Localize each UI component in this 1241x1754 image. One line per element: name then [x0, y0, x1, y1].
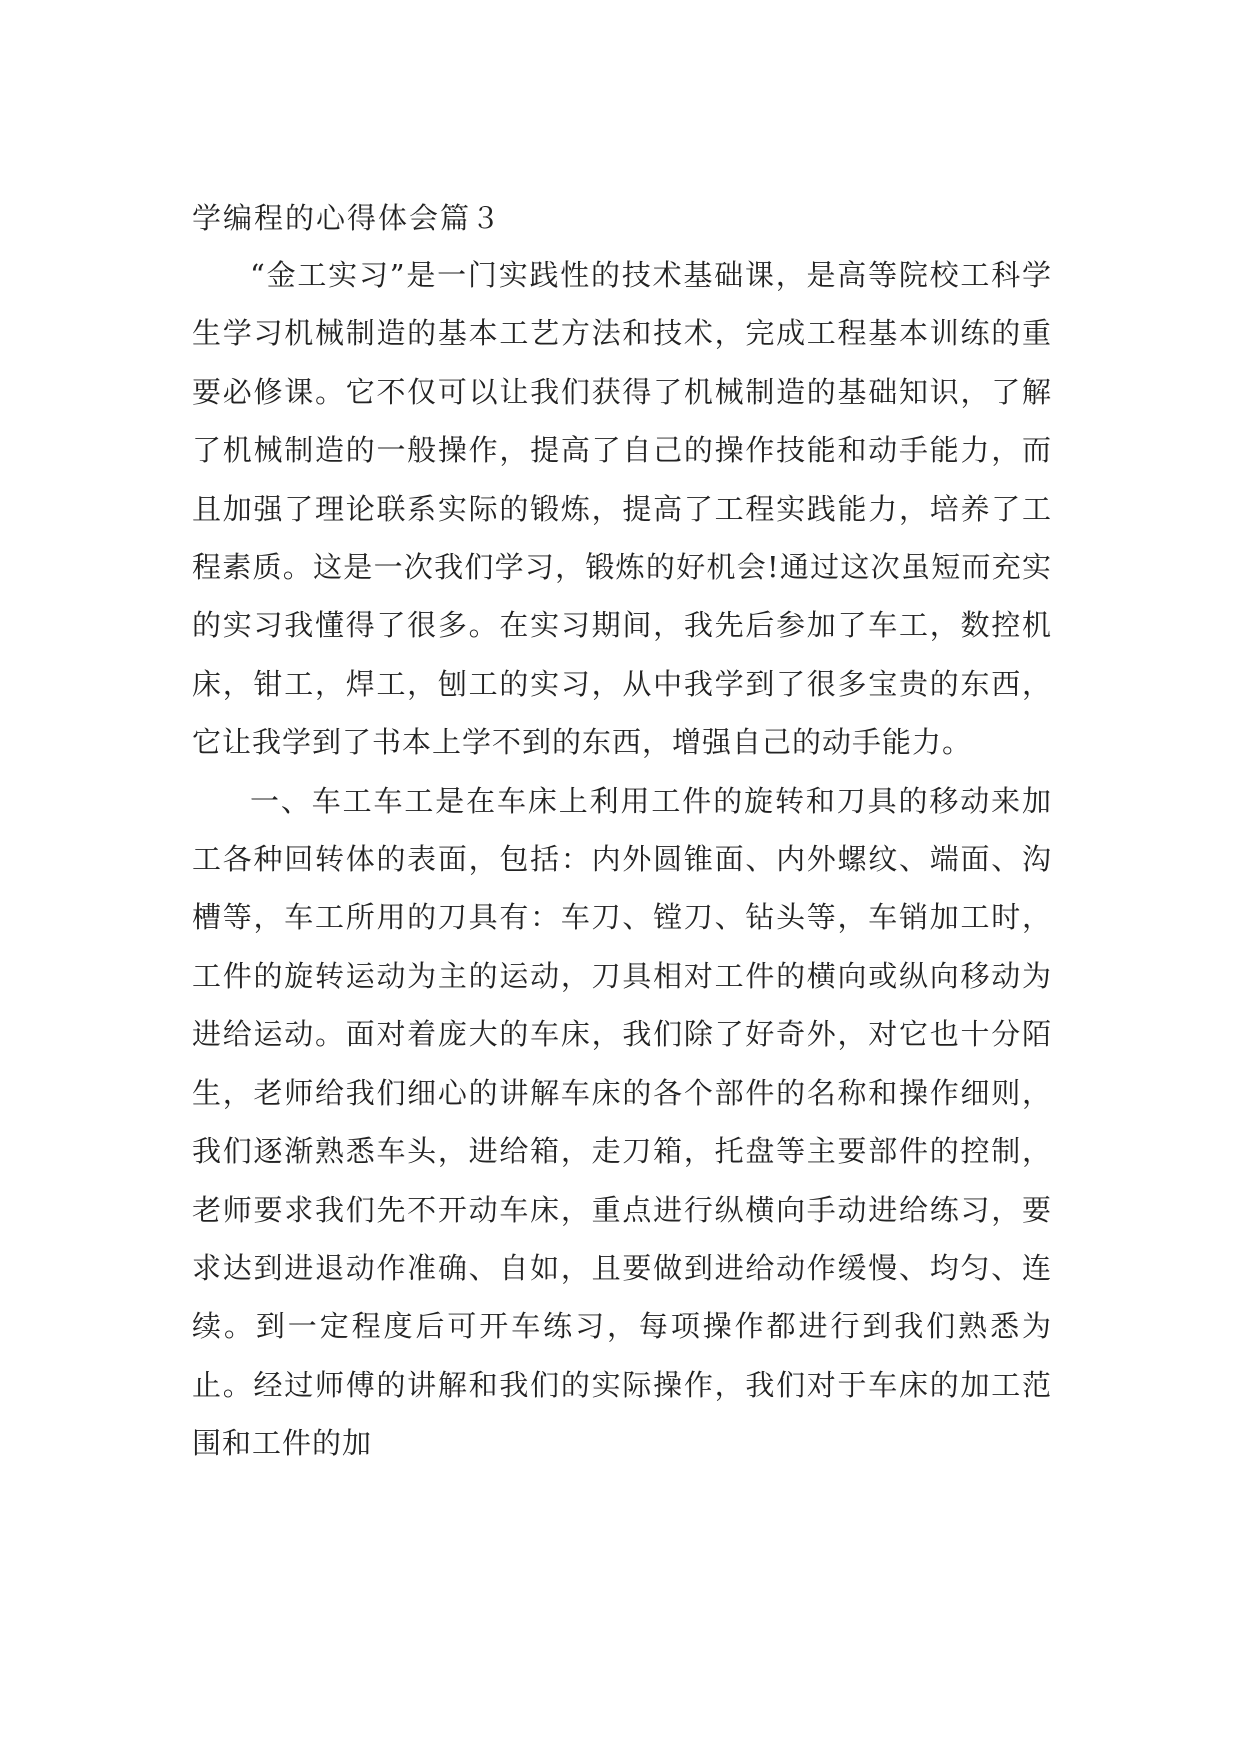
document-body	[192, 190, 1052, 1473]
paragraph-lathe-work: 一、车工车工是在车床上利用工件的旋转和刀具的移动来加工各种回转体的表面，包括：内外圆锥面、内外螺纹、端面、沟槽等，车工所用的刀具有：车刀、镗刀、钻头等，车销加工时，工件的旋转运动为主的运动，刀具相对工件的横向或纵向移动为进给运动。面对着庞大的车床，我们除了好奇外，对它也十分陌生，老师给我们细心的讲解车床的各个部件的名称和操作细则，我们逐渐熟悉车头，进给箱，走刀箱，托盘等主要部件的控制，老师要求我们先不开动车床，重点进行纵横向手动进给练习，要求达到进退动作准确、自如，且要做到进给动作缓慢、均匀、连续。到一定程度后可开车练习，每项操作都进行到我们熟悉为止。经过师傅的讲解和我们的实际操作，我们对于车床的加工范围和工件的加	[192, 783, 1052, 1461]
paragraph-intro: “金工实习”是一门实践性的技术基础课，是高等院校工科学生学习机械制造的基本工艺方法和技术，完成工程基本训练的重要必修课。它不仅可以让我们获得了机械制造的基础知识，了解了机械制造的一般操作，提高了自己的操作技能和动手能力，而且加强了理论联系实际的锻炼，提高了工程实践能力，培养了工程素质。这是一次我们学习，锻炼的好机会!通过这次虽短而充实的实习我懂得了很多。在实习期间，我先后参加了车工，数控机床，钳工，焊工，刨工的实习，从中我学到了很多宝贵的东西，它让我学到了书本上学不到的东西，增强自己的动手能力。	[192, 258, 1052, 760]
document-title: 学编程的心得体会篇３	[192, 201, 503, 235]
